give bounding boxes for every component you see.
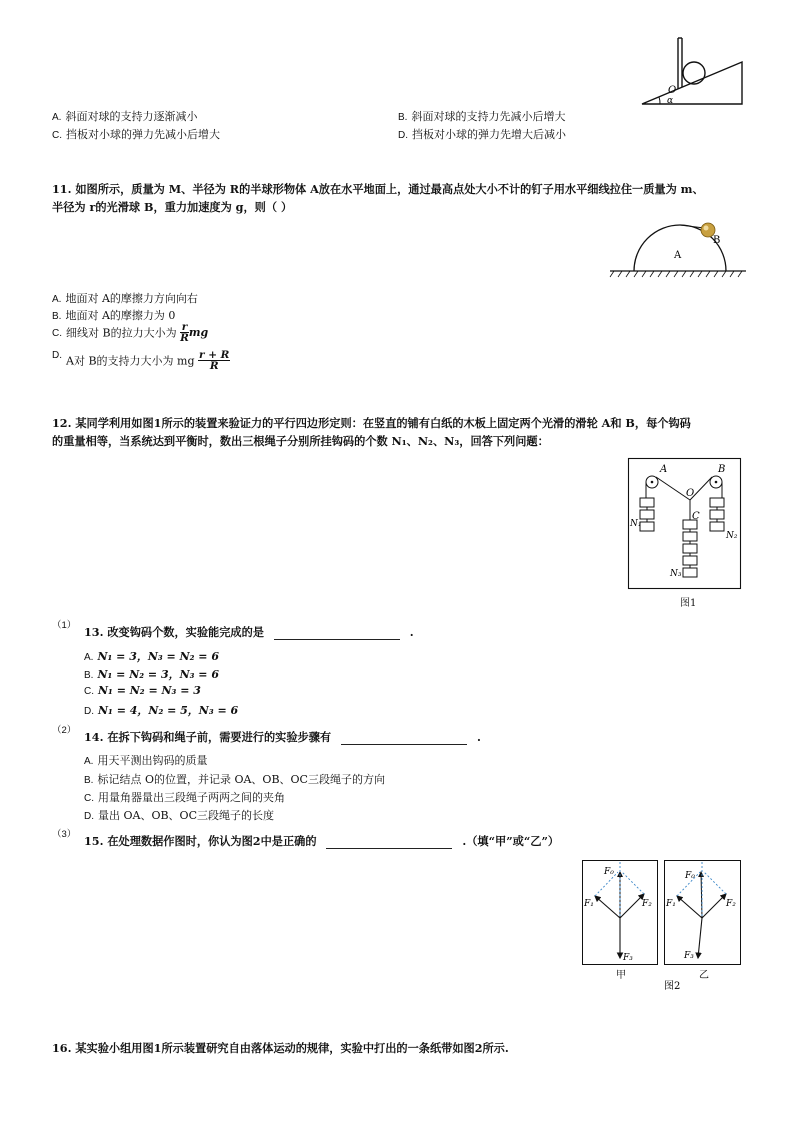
sub2-option-d: D. 量出 OA、OB、OC三段绳子的长度 (84, 809, 274, 822)
sub2-option-c: C. 用量角器量出三段绳子两两之间的夹角 (84, 791, 285, 804)
sub2-option-a: A. 用天平测出钩码的质量 (84, 754, 208, 767)
hemisphere-figure (610, 218, 750, 280)
q11-c-fraction: $\frac{r}{R}$ (180, 321, 189, 344)
sub2-index: （2） (52, 725, 77, 736)
pulley-figure (628, 458, 742, 590)
q10-option-c: C. 挡板对小球的弹力先减小后增大 (52, 128, 220, 141)
label-c: C (692, 511, 700, 522)
label-b: B (713, 235, 721, 246)
q10-option-d: D. 挡板对小球的弹力先增大后减小 (398, 128, 566, 141)
fig2-right-f2: F₂ (726, 899, 736, 909)
fig2-right-f0: F₀ (685, 871, 695, 881)
sub1-option-d: D. N₁ = 4，N₂ = 5，N₃ = 6 (84, 704, 239, 717)
sub3-question: 15. 在处理数据作图时，你认为图2中是正确的 .（填“甲”或“乙”） (84, 834, 560, 848)
q12-stem-line1: 12. 某同学利用如图1所示的装置来验证力的平行四边形定则：在竖直的铺有白纸的木板上固定两个光滑的滑轮 A和 B，每个钩码 (52, 416, 691, 430)
sub2-answer-blank[interactable] (341, 733, 467, 745)
label-o: O (668, 85, 677, 96)
label-a: A (674, 250, 682, 261)
fig2-right-caption: 乙 (699, 970, 709, 981)
sub1-index: （1） (52, 620, 77, 631)
fig2-left-f2: F₂ (642, 899, 652, 909)
sub1-answer-blank[interactable] (274, 628, 400, 640)
label-a: A (660, 464, 668, 475)
q11-option-d: D. A对 B的支持力大小为 mg $\frac{r + R}{R}$ (52, 349, 230, 372)
q11-option-b: B. 地面对 A的摩擦力为 0 (52, 309, 176, 322)
sub3-index: （3） (52, 829, 77, 840)
q16-stem: 16. 某实验小组用图1所示装置研究自由落体运动的规律，实验中打出的一条纸带如图2所示. (52, 1041, 509, 1055)
q11-option-a: A. 地面对 A的摩擦力方向向右 (52, 292, 198, 305)
q12-stem-line2: 的重量相等，当系统达到平衡时，数出三根绳子分别所挂钩码的个数 N₁、N₂、N₃，回答下列问题： (52, 434, 549, 448)
label-n3: N₃ (670, 569, 682, 579)
label-n1: N₁ (630, 519, 642, 529)
label-o: O (686, 488, 695, 499)
fig2-left-caption: 甲 (616, 970, 626, 981)
sub1-question: 13. 改变钩码个数，实验能完成的是 . (84, 625, 414, 639)
label-n2: N₂ (726, 531, 738, 541)
q11-stem-line1: 11. 如图所示，质量为 M、半径为 R的半球形物体 A放在水平地面上，通过最高点处大小不计的钉子用水平细线拉住一质量为 m、 (52, 182, 704, 196)
fig2-right-f3: F₃ (684, 951, 694, 961)
fig2-left-f1: F₁ (584, 899, 594, 909)
q11-stem-line2: 半径为 r的光滑球 B，重力加速度为 g，则（ ） (52, 200, 293, 214)
sub1-option-a: A. N₁ = 3，N₃ = N₂ = 6 (84, 650, 220, 663)
sub2-option-b: B. 标记结点 O的位置，并记录 OA、OB、OC三段绳子的方向 (84, 773, 385, 786)
figure1-caption: 图1 (680, 598, 697, 609)
fig2-left-f0: F₀ (604, 867, 614, 877)
sub1-option-c: C. N₁ = N₂ = N₃ = 3 (84, 684, 201, 697)
q10-option-a: A. 斜面对球的支持力逐渐减小 (52, 110, 198, 123)
sub2-question: 14. 在拆下钩码和绳子前，需要进行的实验步骤有 . (84, 730, 481, 744)
sub1-option-b: B. N₁ = N₂ = 3，N₃ = 6 (84, 668, 220, 681)
q11-d-fraction: $\frac{r + R}{R}$ (199, 349, 230, 372)
fig2-caption: 图2 (664, 981, 681, 992)
fig2-left-f3: F₃ (623, 953, 633, 963)
force-diagram-figure (580, 858, 744, 990)
fig2-right-f1: F₁ (666, 899, 676, 909)
q11-option-c: C. 细线对 B的拉力大小为 $\frac{r}{R}$ mg (52, 321, 209, 344)
label-alpha: α (667, 96, 674, 106)
sub3-answer-blank[interactable] (326, 837, 452, 849)
label-b: B (718, 464, 726, 475)
incline-figure (638, 36, 748, 108)
q10-option-b: B. 斜面对球的支持力先减小后增大 (398, 110, 566, 123)
